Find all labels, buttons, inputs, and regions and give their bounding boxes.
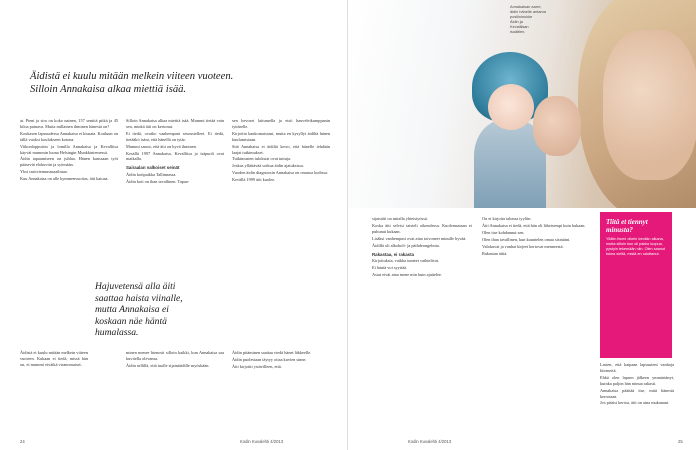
headline-line-1: Äidistä ei kuulu mitään melkein viiteen vuoteen. <box>30 71 234 82</box>
body-column-2-bottom <box>126 350 224 370</box>
paragraph: sen hevoset laitumella ja etsii hauveleikumppanin tyttärelle. <box>232 118 330 129</box>
body-column-1 <box>20 118 118 183</box>
caption-line: Äidin ja <box>510 19 523 24</box>
page-number-left: 24 <box>20 439 25 444</box>
paragraph: Kuu Annakaisa on alle kymmenvuotias, äiti katoaa. <box>20 176 109 182</box>
paragraph: Kirjoituksia, vaikka tunteet vaihtelivat. <box>372 258 440 264</box>
paragraph: Joskus yllättävää sotkua äidin ajatuksissa. <box>232 163 304 169</box>
sidebar-title <box>606 218 666 234</box>
caption-line: isoäitien. <box>510 29 526 34</box>
paragraph: Tutkimusten tuloksiat ovat tuttuja. <box>232 156 292 162</box>
paragraph: Kesällä 1997 Annakaisa, Kevalliisa ja isäpuoli ovat matkalla. <box>126 150 224 162</box>
article-headline <box>30 70 330 96</box>
photo-caption <box>510 4 578 34</box>
pullquote-line: Hajuvetensä alla äiti <box>95 281 176 292</box>
paragraph: Ehkä olen lapsen jälkeen ymmärtänyt, kuinka paljon hän minua rakasti. <box>600 374 674 386</box>
pullquote-line: koskaan näe häntä <box>95 315 167 327</box>
caption-line: äidin hänelle antama <box>510 9 546 14</box>
body-column-3 <box>232 118 330 184</box>
sidebar-text: Yllätin itseni oikein kevään aikana, mutta silloin kun oli pakko luopua, pystyin tekemään niin. Olen saanut tukea sieltä, mistä en odottanut. <box>606 237 666 257</box>
paragraph: Rakastan äitiä. <box>482 250 508 256</box>
body-column-r1 <box>372 216 472 279</box>
paragraph: Sitä Annakaisa ei äidiltä kerro, että hänelle tehdään laajat tutkimukset. <box>232 143 330 155</box>
paragraph: Äiti kirjoitti ystävilleen, että. <box>232 363 282 369</box>
sidebar-box <box>600 212 672 358</box>
paragraph: Äidin tapaamiseen on juhlaa. Hänen kanssaan työt pääsevät elokuviin ja syömään. <box>20 156 118 168</box>
paragraph: Koska äiti selvisi taisteli oikeudessa. Kuolemastaan ei puhunut kukaan. <box>372 222 472 234</box>
paragraph: Äiti Annakaisa ei tiedä, että hän oli läheisempi kuin kukaan. <box>482 222 586 228</box>
paragraph: Äidistä ei kuulu mitään melkein viiteen vuoteen. Kukaan ei tiedä, missä hän on, ei mummi eivätkä viranomaiset. <box>20 350 88 367</box>
subheading: Sairaalan valkoiset seinät <box>126 165 180 171</box>
paragraph: Jos pitäisi kertoa, äiti on aina mukanani. <box>600 400 670 406</box>
paragraph: at. Pieni ja siro on koko nainen, 157 senttiä pitkä ja 45 kiloa painava. Mutta millainen ihminen hänestä on? <box>20 118 118 129</box>
paragraph: minen menee hienosti silloin kaikki, kun Annakaisa saa kuvitella olevansa. <box>126 350 224 361</box>
body-column-r3 <box>600 362 674 407</box>
paragraph: Mummi sanoo, että äiti on hyvä ihminen. <box>126 143 197 149</box>
right-page <box>348 0 696 450</box>
paragraph: Asiat eivät aina mene niin kuin ajattelee. <box>372 272 443 278</box>
headline-line-2: Silloin Annakaisa alkaa miettiä isää. <box>30 84 187 95</box>
paragraph: Äidin sellillä, että tuolle sijaintäidille myöskään. <box>126 362 210 368</box>
paragraph: Lasten, että kaipaan lapsuuteni vanhoja kiirmeitä. <box>600 362 674 373</box>
magazine-issue-left: Kodin Kuvalehti 4/2013 <box>240 439 284 444</box>
paragraph: Ei tiedä, ovatko vanhempani seurustelleet. Ei tiedä, tietääkö isäni, että hänellä on tytär. <box>126 130 224 142</box>
paragraph: Kirjoitin kaukomaisiani, mutta en kysyllyt äidiltä hänen kuulumisiaan. <box>232 130 330 142</box>
pullquote-line: saattaa haista viinalle, <box>95 292 183 304</box>
pullquote-line: humalassa. <box>95 327 139 339</box>
magazine-issue-right: Kodin Kuvalehti 4/2013 <box>408 439 452 444</box>
paragraph: sijaisäiti on mitalla yhteistyössä. <box>372 216 428 221</box>
paragraph: Äidillä oli alkoholi- ja päihdeongelmia. <box>372 242 440 248</box>
pullquote-line: mutta Annakaisa ei <box>95 304 169 316</box>
photo-hand <box>533 96 581 156</box>
pull-quote <box>95 281 247 339</box>
paragraph: Viikonloppuisin ja lomilla Annakaisa ja Kevalliisa käyvät mummin luona Helsingin Munkkiniemessä. <box>20 143 118 155</box>
paragraph: Kevällä 1999 äiti kuolee. <box>232 177 276 183</box>
subheading: Rakastaa, ei rakasta <box>372 251 414 257</box>
sidebar-title-line: Tiitä et tiennyt <box>606 218 648 226</box>
paragraph: Olen ihan tavallinen, kun kuuntelen omaa sisintäni. <box>482 236 571 242</box>
paragraph: Ei häntä voi syyttää. <box>372 265 408 271</box>
paragraph: Yksi rastiviennusmaailmaa. <box>20 169 68 175</box>
body-column-1-bottom <box>20 350 88 369</box>
sidebar-title-line: minusta? <box>606 226 633 234</box>
paragraph: Koukasen lapsuudessa Annakaisa ei kiusata. Kouluun on tällä vuoksi koulukseen kotona. <box>20 130 118 142</box>
paragraph: Äidin koti on ihan tavallinen. Tapaa- <box>126 179 190 185</box>
paragraph: Silloin Annakaisa alkaa miettiä isää. Mummi tietää vain sen, minkä äiti on kertonut. <box>126 118 224 129</box>
body-column-r2 <box>482 216 590 257</box>
paragraph: Äidin puolestaan täytyy ottaa kuvien sinne. <box>232 356 307 362</box>
paragraph: Olen itse kohdannut sen. <box>482 229 525 235</box>
paragraph: Annakaisa päättää itse, mitä hänestä kerrotaan. <box>600 387 674 399</box>
photo-doll-face <box>488 84 534 130</box>
caption-line: Kevalliisan <box>510 24 529 29</box>
paragraph: Äidin pitäminen saattaa viedä hänet läkkeelle. <box>232 350 312 355</box>
page-number-right: 25 <box>678 439 683 444</box>
paragraph: Äidin kotipaikka Tallinnassa. <box>126 172 177 178</box>
caption-line: posliininukke <box>510 14 533 19</box>
body-column-3-bottom <box>232 350 330 371</box>
caption-line: Annakaisan aarre, <box>510 4 542 9</box>
body-column-2 <box>126 118 224 186</box>
paragraph: Ou ei kirjoita talonsa tyyliin. <box>482 216 532 221</box>
paragraph: Vuoden äidin diagnoosin Annakaisa on omassa kodissa. <box>232 170 329 176</box>
paragraph: Valokuvat ja vanhat kirjeet kertovat menneestä. <box>482 243 564 249</box>
photo-woman-face <box>603 30 696 180</box>
paragraph: Lisäksi vanhempasi ovat aina toivoneet minulle hyvää. <box>372 235 467 241</box>
